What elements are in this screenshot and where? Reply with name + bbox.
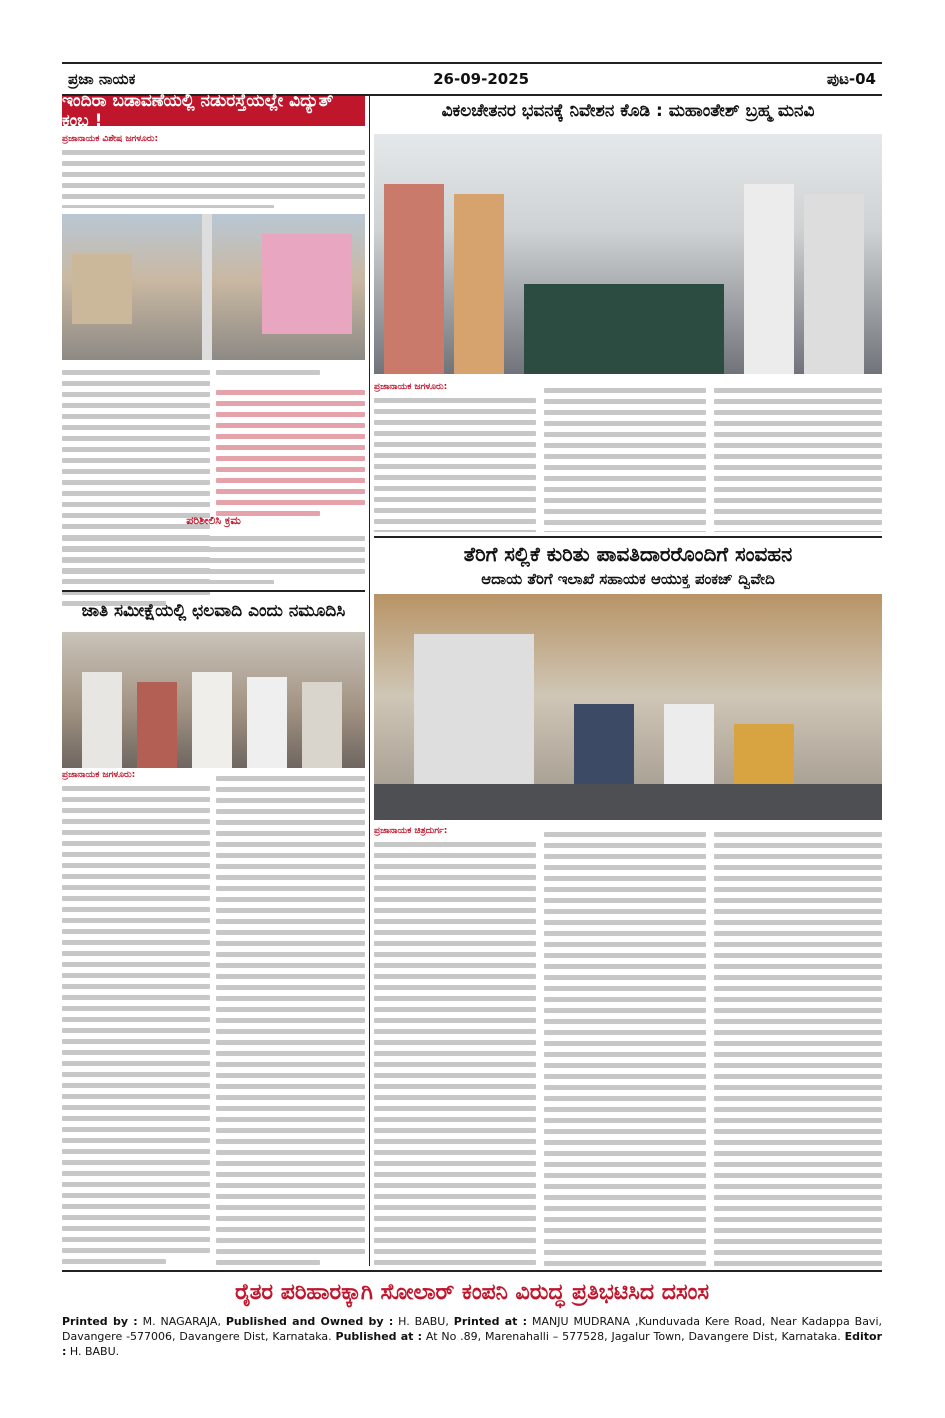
disabled-hostel-body-col3 (714, 382, 882, 532)
printed-by-label: Printed by : (62, 1315, 138, 1328)
caste-survey-body-left (62, 770, 210, 1266)
tax-meeting-body-col3 (714, 826, 882, 1266)
issue-date: 26-09-2025 (433, 70, 530, 88)
byline: ಪ್ರಜಾನಾಯಕ ವಿಶೇಷ ಜಗಳೂರು: (62, 134, 159, 144)
editor-label: Editor : (62, 1330, 883, 1358)
caste-survey-photo (62, 632, 365, 768)
printed-at-label: Printed at : (453, 1315, 528, 1328)
page-number: ಪುಟ-04 (826, 70, 876, 88)
paper-name: ಪ್ರಜಾ ನಾಯಕ (68, 70, 136, 88)
headline-solar: ರೈತರ ಪರಿಹಾರಕ್ಕಾಗಿ ಸೋಲಾರ್ ಕಂಪನಿ ವಿರುದ್ಧ ಪ್ರತಿಭಟಿಸಿದ ದಸಂಸ (234, 1279, 710, 1305)
disabled-hostel-body-col2 (544, 382, 706, 532)
published-owned-label: Published and Owned by : (225, 1315, 394, 1328)
power-pole-intro-text (62, 134, 365, 208)
disabled-hostel-photo (374, 134, 882, 374)
editor-name: H. BABU. (69, 1345, 120, 1358)
published-at: At No .89, Marenahalli – 577528, Jagalur Town, Davangere Dist, Karnataka. (425, 1330, 841, 1343)
section-label-parisheelisi: ಪರಿಶೀಲಿಸಿ ಕ್ರಮ (186, 514, 241, 527)
tax-meeting-photo (374, 594, 882, 820)
headline-power-pole: ಇಂದಿರಾ ಬಡಾವಣೆಯಲ್ಲಿ ನಡುರಸ್ತೆಯಲ್ಲೇ ವಿದ್ಯುತ್ ಕಂಬ ! (62, 96, 365, 126)
caste-survey-body-right (216, 770, 365, 1266)
power-pole-body-right-top (216, 364, 365, 384)
tax-meeting-body-col1 (374, 826, 536, 1266)
byline: ಪ್ರಜಾನಾಯಕ ಚಿತ್ರದುರ್ಗ: (374, 826, 448, 836)
owner-name: H. BABU (398, 1315, 446, 1328)
power-pole-callout (216, 384, 365, 502)
printed-at: MANJU MUDRANA ,Kunduvada Kere Road, Near Kadappa Bavi, Davangere -577006, Davangere Dist, Karnataka. (62, 1315, 882, 1343)
headline-disabled-hostel: ವಿಕಲಚೇತನರ ಭವನಕ್ಕೆ ನಿವೇಶನ ಕೊಡಿ : ಮಹಾಂತೇಶ್ ಬ್ರಹ್ಮ ಮನವಿ (441, 101, 815, 121)
disabled-hostel-body-col1 (374, 382, 536, 532)
headline-tax-meeting: ತೆರಿಗೆ ಸಲ್ಲಿಕೆ ಕುರಿತು ಪಾವತಿದಾರರೊಂದಿಗೆ ಸಂವಹನ (463, 542, 793, 566)
street-power-pole-photo (62, 214, 365, 360)
subheadline-tax-meeting: ಆದಾಯ ತೆರಿಗೆ ಇಲಾಖೆ ಸಹಾಯಕ ಆಯುಕ್ತ ಪಂಕಜ್ ದ್ವಿವೇದಿ (481, 570, 775, 588)
published-at-label: Published at : (335, 1330, 423, 1343)
imprint: Printed by : M. NAGARAJA, Published and Owned by : H. BABU, Printed at : MANJU MUDRANA ,Kunduvada Kere Road, Near Kadappa Bavi, Davangere -577006, Davangere Dist, Karnataka. Published at : At No .89, Marenahalli – 577528, Jagalur Town, Davangere Dist, Karnataka. Editor : H. BABU. (62, 1315, 883, 1358)
tax-meeting-body-col2 (544, 826, 706, 1266)
byline: ಪ್ರಜಾನಾಯಕ ಜಗಳೂರು: (62, 770, 136, 780)
power-pole-closing-text (62, 530, 365, 584)
printer-name: M. NAGARAJA (142, 1315, 218, 1328)
byline: ಪ್ರಜಾನಾಯಕ ಜಗಳೂರು: (374, 382, 448, 392)
headline-caste-survey: ಜಾತಿ ಸಮೀಕ್ಷೆಯಲ್ಲಿ ಛಲವಾದಿ ಎಂದು ನಮೂದಿಸಿ (81, 601, 346, 621)
